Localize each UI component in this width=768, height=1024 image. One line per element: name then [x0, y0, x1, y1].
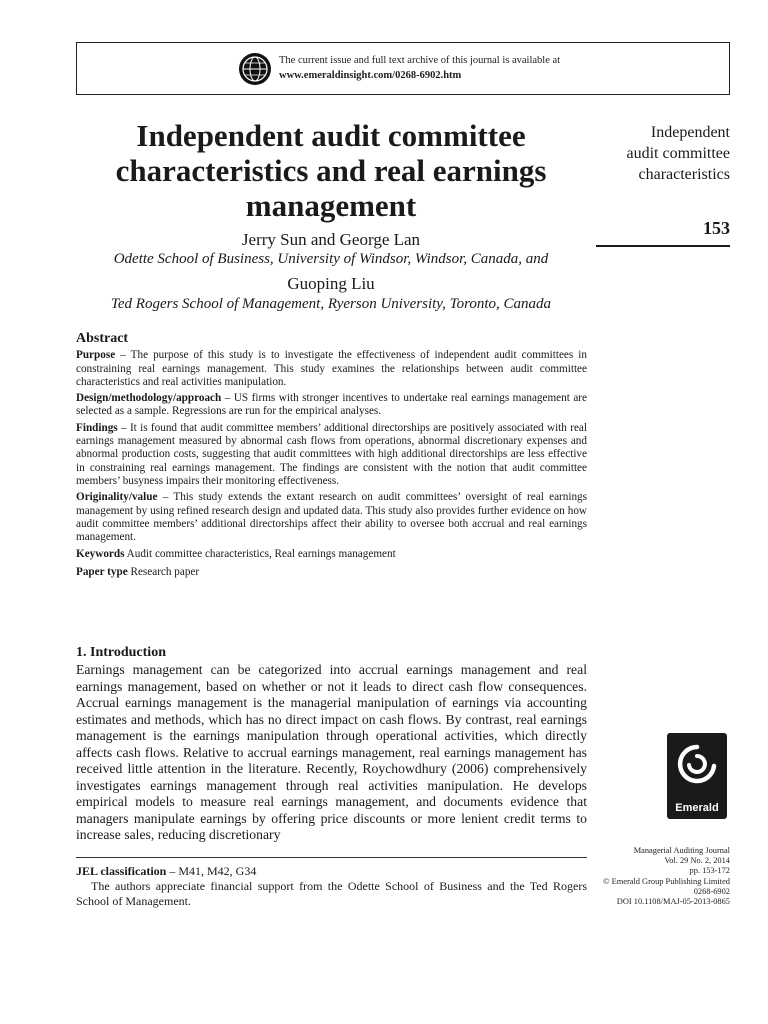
abstract-heading: Abstract: [76, 331, 129, 346]
intro-heading: 1. Introduction: [76, 645, 166, 660]
paper-title: Independent audit committee characteristics and real earnings management: [115, 118, 547, 223]
abstract-originality: Originality/value – This study extends the extant research on audit committees’ oversight of real earnings management by using refined research design and updated data. This study also provides further evidence on how audit committee members’ additional directorships affect their ability to oversee both accrual and real earnings management.: [76, 491, 587, 544]
journal-availability-box: [76, 42, 730, 95]
emerald-swirl-icon: [667, 733, 727, 799]
globe-icon: [238, 52, 272, 86]
affiliation-2: Ted Rogers School of Management, Ryerson University, Toronto, Canada: [110, 296, 552, 312]
affiliation-1: Odette School of Business, University of Windsor, Windsor, Canada, and: [113, 251, 549, 267]
abstract-keywords: Keywords Audit committee characteristics, Real earnings management: [76, 548, 396, 561]
page-number: 153: [703, 218, 730, 238]
footnote: [76, 864, 587, 909]
footnote-divider: [76, 857, 587, 858]
authors-group-1: Jerry Sun and George Lan: [241, 230, 421, 249]
emerald-logo: [667, 733, 727, 819]
journal-url-link[interactable]: www.emeraldinsight.com/0268-6902.htm: [279, 70, 462, 81]
sidebar-divider: [596, 245, 730, 247]
authors-group-2: Guoping Liu: [287, 274, 375, 293]
abstract-design: Design/methodology/approach – US firms with stronger incentives to undertake real earnings management are selected as a sample. Regressions are run for the empirical analyses.: [76, 392, 587, 418]
availability-text: The current issue and full text archive of this journal is available at: [279, 55, 561, 66]
abstract-findings: Findings – It is found that audit committee members’ additional directorships are positively associated with real earnings management measured by abnormal cash flows from operations, abnormal discretionary expenses and abnormal production costs, suggesting that audit committees with high additional directorships are less effective in constraining real earnings management. The findings are consistent with the notion that audit committee members’ busyness impairs their monitoring effectiveness.: [76, 421, 587, 487]
publication-info: Managerial Auditing Journal Vol. 29 No. 2, 2014 pp. 153-172 © Emerald Group Publishing Limited 0268-6902 DOI 10.1108/MAJ-05-2013-0865: [603, 846, 730, 907]
abstract-section: [76, 332, 587, 582]
acknowledgement: The authors appreciate financial support from the Odette School of Business and the Ted Rogers School of Management.: [76, 879, 587, 908]
emerald-logo-label: Emerald: [675, 802, 719, 814]
abstract-purpose: Purpose – The purpose of this study is to investigate the effectiveness of independent audit committees in constraining real earnings management. This study examines the relationships between audit committee characteristics and real activities manipulation.: [76, 349, 587, 388]
running-title: Independent audit committee characteristics: [626, 124, 730, 183]
jel-classification: JEL classification – M41, M42, G34: [76, 864, 257, 878]
intro-body: Earnings management can be categorized into accrual earnings management and real earnings management, based on whether or not it leads to direct cash flow consequences. Accrual earnings management is the managerial manipulation of earnings via accounting estimates and methods, which has no direct impact on cash flows. By contrast, real earnings management is the earnings manipulation through operational activities, which directly affects cash flows. Relative to accrual earnings management, real earnings management has received little attention in the literature. Recently, Roychowdhury (2006) comprehensively investigates earnings management through real activities manipulation. He develops empirical models to measure real earnings management, and documents evidence that managers manipulate earnings by offering price discounts or more lenient credit terms to increase sales, reducing discretionary: [76, 662, 587, 842]
abstract-paper-type: Paper type Research paper: [76, 565, 200, 578]
